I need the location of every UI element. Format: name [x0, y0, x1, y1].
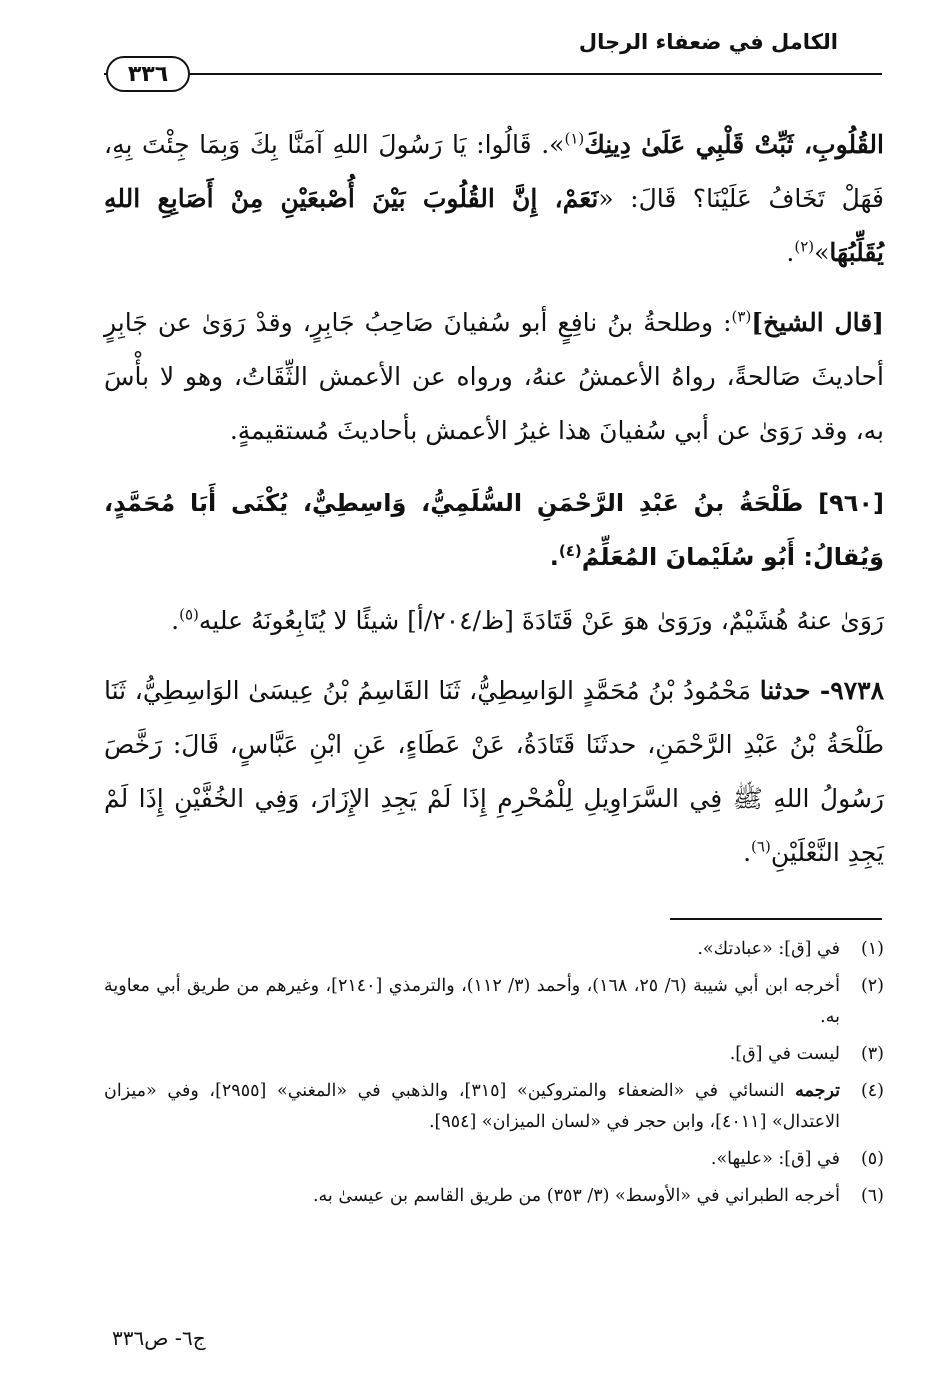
header-rule [104, 73, 882, 75]
text: مَحْمُودُ بْنُ مُحَمَّدٍ الوَاسِطِيُّ، ثَنَا القَاسِمُ بْنُ عِيسَىٰ الوَاسِطِيُّ، ثَنَا طَلْحَةُ بْنُ عَبْدِ الرَّحْمَنِ، حدثَنَا قَتَادَةُ، عَنْ عَطَاءٍ، عَنِ ابْنِ عَبَّاسٍ، قَالَ: رَخَّصَ رَسُولُ اللهِ ﷺ فِي السَّرَاوِيلِ لِلْمُحْرِمِ إِذَا لَمْ يَجِدِ الإِزَارَ، وَفِي الخُفَّيْنِ إِذَا لَمْ يَجِدِ النَّعْلَيْنِ [104, 676, 884, 867]
text: . [786, 238, 795, 267]
footnotes [104, 934, 884, 1218]
text: . [171, 606, 180, 635]
hadith-number: ٩٧٣٨- حدثنا [759, 676, 884, 705]
paragraph-sheikh-comment [104, 296, 884, 458]
footnote-rule [670, 918, 882, 920]
footnote [104, 934, 884, 965]
footnote [104, 1076, 884, 1138]
bold-text: نَعَمْ، إِنَّ القُلُوبَ بَيْنَ أُصْبعَيْنِ مِنْ أَصَابِعِ اللهِ يُقَلِّبُهَا [104, 184, 884, 267]
footnote-number: (٦) [860, 1186, 884, 1206]
footnote-text [104, 1076, 840, 1138]
footnote-text: ليست في [ق]. [729, 1044, 840, 1064]
footnote-number: (٤) [860, 1081, 884, 1101]
footnote-number: (٥) [860, 1149, 884, 1169]
text: رَوَىٰ عنهُ هُشَيْمٌ، ورَوَىٰ هوَ عَنْ قَتَادَةَ [ظ/٢٠٤/أ] شيئًا لا يُتَابِعُونَهُ عليه [198, 606, 884, 635]
footnote-number: (٣) [860, 1044, 884, 1064]
footnote [104, 1144, 884, 1175]
bold-text: ترجمه [795, 1081, 840, 1101]
footnote-number: (١) [860, 939, 884, 959]
bold-text: القُلُوبِ، ثَبِّتْ قَلْبِي عَلَىٰ دِينِكَ [584, 130, 884, 159]
text: . [743, 838, 752, 867]
page-number: ٣٣٦ [106, 56, 190, 92]
footnote-text: في [ق]: «عليها». [710, 1149, 840, 1169]
footnote-ref: (٤) [558, 542, 582, 560]
footnote-text: أخرجه الطبراني في «الأوسط» (٣/ ٣٥٣) من طريق القاسم بن عيسىٰ به. [312, 1186, 840, 1206]
footnote-number: (٢) [860, 976, 884, 996]
paragraph-narration [104, 594, 884, 648]
main-text [104, 118, 884, 880]
text: ». قَالُوا: يَا رَسُولَ اللهِ آمَنَّا بِكَ وَبِمَا جِئْتَ بِهِ، فَهَلْ تَخَافُ عَلَيْنَا؟ قَالَ: « [104, 130, 884, 213]
footnote [104, 971, 884, 1033]
footnote [104, 1181, 884, 1212]
biography-entry-heading [104, 476, 884, 584]
paragraph-hadith-9738 [104, 664, 884, 880]
footnote-ref: (٦) [751, 837, 771, 856]
volume-page-reference: ج٦- ص٣٣٦ [112, 1326, 206, 1350]
running-title: الكامل في ضعفاء الرجال [578, 30, 838, 54]
text: » [814, 238, 830, 267]
footnote-ref: (٣) [731, 307, 752, 326]
footnote-text: أخرجه ابن أبي شيبة (٦/ ٢٥، ١٦٨)، وأحمد (٣/ ١١٢)، والترمذي [٢١٤٠]، وغيرهم من طريق أبي معاوية به. [104, 976, 840, 1027]
footnote-text: في [ق]: «عبادتك». [697, 939, 840, 959]
text: النسائي في «الضعفاء والمتروكين» [٣١٥]، والذهبي في «المغني» [٢٩٥٥]، وفي «ميزان الاعتدال» [٤٠١١]، وابن حجر في «لسان الميزان» [٩٥٤]. [104, 1081, 840, 1132]
footnote-ref: (٥) [179, 605, 199, 624]
footnote-ref: (١) [564, 129, 585, 148]
footnote [104, 1039, 884, 1070]
text: : وطلحةُ بنُ نافِعٍ أبو سُفيانَ صَاحِبُ جَابِرٍ، وقدْ رَوَىٰ عن جَابِرٍ أحاديثَ صَالحةً، رواهُ الأعمشُ عنهُ، ورواه عن الأعمش الثِّقَاتُ، وهو لا بأْسَ به، وقد رَوَىٰ عن أبي سُفيانَ هذا غيرُ الأعمش بأحاديثَ مُستقيمةٍ. [104, 308, 884, 445]
entry-title: [٩٦٠] طَلْحَةُ بنُ عَبْدِ الرَّحْمَنِ السُّلَمِيُّ، وَاسِطِيٌّ، يُكْنَى أَبَا مُحَمَّدٍ، وَيُقالُ: أَبُو سُلَيْمانَ المُعَلِّمُ [104, 489, 884, 571]
footnote-ref: (٢) [794, 237, 815, 256]
text: . [549, 543, 559, 571]
paragraph-hadith-end [104, 118, 884, 280]
bold-text: [قال الشيخ] [751, 308, 885, 337]
